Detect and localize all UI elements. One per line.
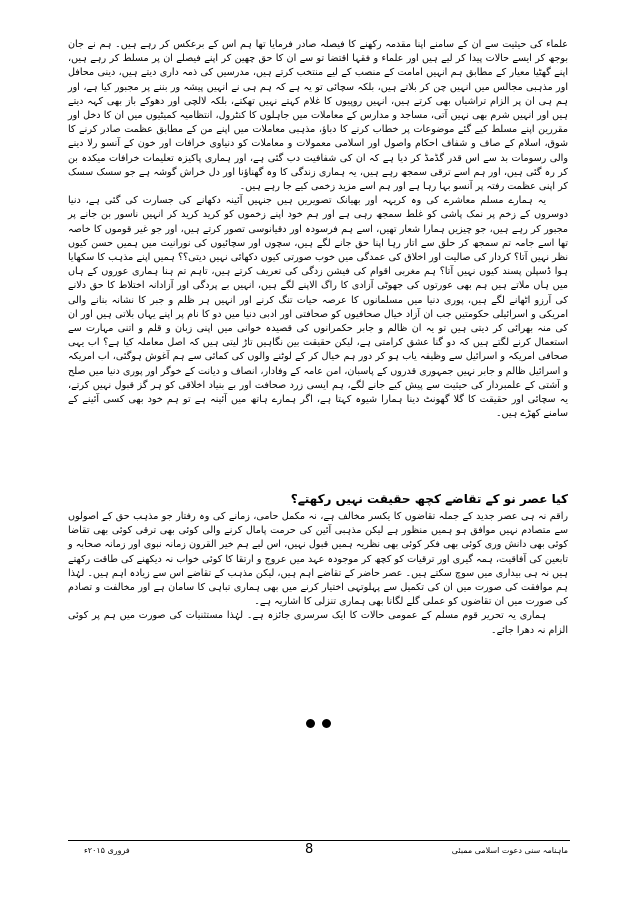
footer-divider xyxy=(68,840,570,841)
end-ornament xyxy=(292,717,346,731)
footer-journal-name: ماہنامہ سنی دعوت اسلامی ممبئی xyxy=(451,846,568,855)
section-paragraph-1: راقم نہ ہی عصر جدید کے جملہ تقاضوں کا یکسر مخالف ہے، نہ مکمل حامی، زمانے کی وہ رفتار جو مذہب حق کے اصولوں سے متصادم نہیں موافق ہو ہمیں منظور ہے لیکن مذہبی آئین کی حرمت پامال کرنے والی کوئی بھی ترقی کوئی بھی تقاضا کوئی بھی دانش وری کوئی بھی فکر کوئی بھی نظریہ ہمیں قبول نہیں، اس لیے ہم خیر القرون زمانہ نبوی اور زمانہ صحابہ و تابعین کی آفاقیت، ہمہ گیری اور ترقیات کو کچھ کر موجودہ عہد میں عروج و ارتقا کا کوئی خواب نہ دیکھنے کی طاقت رکھتے ہیں نہ ہی بیداری میں سوچ سکتے ہیں۔ عصر حاضر کے تقاضے اہم ہیں، لیکن مذہب کے تقاضے اس سے زیادہ اہم ہیں۔ لہٰذا ہم موافقت کی صورت میں ان کی تکمیل سے پہلوتہی اختیار کرنے میں بھی ہماری تباہی کا سامان ہے اور مخالفت و تصادم کی صورت میں ان تقاضوں کو عملی گلے لگانا بھی ہماری تنزلی کا اشاریہ ہے۔ xyxy=(68,511,568,608)
article-body xyxy=(68,38,568,421)
body-paragraph-1: علماء کی حیثیت سے ان کے سامنے اپنا مقدمہ رکھنے کا فیصلہ صادر فرمایا تھا ہم اس کے برعکس کر رہے ہیں۔ ہم نے جان بوجھ کر ایسے حالات پیدا کر لیے ہیں اور علماء و فقہا اقتضا تو سے ان کا حق چھین کر اپنے فیصلے ان پر مسلط کر رہے ہیں، اپنے گھٹیا معیار کے مطابق ہم انہیں امامت کے منصب کے لیے منتخب کرتے ہیں، مدرسیں کی ذمہ داری دیتے ہیں، دینی محافل اور مذہبی مجالس میں انہیں چن کر بلاتے ہیں، بلکہ سچائی تو یہ ہے کہ ہم ہی نے انہیں پیشہ ور بننے پر مجبور کیا ہے، اور ہم ہی ان پر الزام تراشیاں بھی کرتے ہیں، انہیں روپیوں کا غلام کہتے نہیں تھکتے، بلکہ لالچی اور دھوکے باز بھی کہہ دیتے ہیں اور انہیں شرم بھی نہیں آتی، مساجد و مدارس کے معاملات میں جاہلوں کا کنٹرول، انتظامیہ کمیٹیوں میں ان کا دخل اور مقررین اپنے مسلط کیے گئے موضوعات پر خطاب کرنے کا دباؤ، مذہبی معاملات میں اپنے من کے مطابق عظمت صادر کرنے کا شوق، اسلام کے صاف و شفاف احکام واصول اور اسلامی معمولات و معاملات کو دنیاوی خرافات اور خون کے آنسو رلا دینے والی رسومات بد سے اس قدر گڈمڈ کر دیا ہے کہ ان کی شفافیت دب گئی ہے، اور ہماری پاکیزہ تعلیمات خرافات میکدہ بن کر رہ گئی ہیں، اور ہم اسے ترقی سمجھ رہے ہیں، یہ ہماری زندگی کا وہ گھناؤنا اور دل خراش گوشہ ہے جو سسک سسک کر اپنی عظمت رفتہ پر آنسو بہا رہا ہے اور ہم اسے مزید زخمی کیے جا رہے ہیں۔ xyxy=(68,39,568,193)
section-body xyxy=(68,510,568,638)
section-paragraph-2: ہماری یہ تحریر قوم مسلم کے عمومی حالات کا ایک سرسری جائزہ ہے۔ لہٰذا مستثنیات کی صورت میں ہم پر کوئی الزام نہ دھرا جائے۔ xyxy=(68,610,568,636)
footer-issue-date: فروری ۲۰۱۵ء xyxy=(84,846,130,855)
page-number: 8 xyxy=(305,842,314,857)
ornament-dot xyxy=(322,719,331,728)
section-heading: کیا عصر نو کے تقاضے کچھ حقیقت نہیں رکھتے؟ xyxy=(290,492,568,506)
ornament-dot xyxy=(306,719,315,728)
body-paragraph-2: یہ ہمارے مسلم معاشرے کی وہ کریہہ اور بھیانک تصویریں ہیں جنہیں آئینہ دکھانے کی جسارت کی گئی ہے، دنیا دوسروں کے زخم پر نمک پاشی کو غلط سمجھ رہی ہے اور ہم خود اپنے زخموں کو کرید کرید کر انہیں ناسور بن جانے پر مجبور کر رہے ہیں، جو چیزیں ہمارا شعار تھیں، اسے ہم فرسودہ اور دقیانوسی تصور کرتے ہیں، اور جو غیر قوموں کا خاصہ تھا اسے جامہ تم سمجھ کر حلق سے اتار رہا اپنا حق جانے لگے ہیں، سچوں اور سچائیوں کی نورانیت میں ہمیں حسن کیوں نظر نہیں آتا؟ کردار کی صالیت اور اخلاق کی عمدگی میں خوب صورتی کیوں دکھائی نہیں دیتی؟؟ ہمیں اپنے مذہب کا سکھایا ہوا ڈسپلن پسند کیوں نہیں آتا؟ ہم مغربی اقوام کی فیشن زدگی کی تعریف کرتے ہیں، تاہم تم ہنا ہماری عوروں کے ہاں میں ہاں ملاتے ہیں ہم بھی عورتوں کی جھوٹی آزادی کا راگ الاپنے لگے ہیں، انہیں بے پردگی اور آزادانہ اختلاط کا حق دلانے کی آرزو اٹھانے لگے ہیں، پوری دنیا میں مسلمانوں کا عرصہ حیات تنگ کرنے اور انہیں ہر ظلم و جبر کا نشانہ بنانے والی امریکی و اسرائیلی حکومتیں جب ان آزاد خیال صحافیوں کو صحافتی اور ادبی دنیا میں دو کا نام پر اپنے یہاں بلاتی ہیں اور ان کی منہ بھرائی کر دیتی ہیں تو یہ ان ظالم و جابر حکمرانوں کی قصیدہ خوانی میں اپنی زبان و قلم و اتنی مہارت سے استعمال کرنے لگتے ہیں کہ دو گنا عشق کرامتی ہے، لیکن حقیقت بین نگاہیں تاڑ لیتی ہیں کہ اصل معاملہ کیا ہے؟ اب یہی صحافی امریکہ و اسرائیل سے وظیفہ یاب ہو کر دور ہم خیال کر کے لوٹنے والوں کی کمائی سے ہم آغوش ہوگئی، اب امریکہ و اسرائیل ظالم و جابر نہیں جمہوری قدروں کے پاسبان، امن عامہ کے وفادار، انصاف و دیانت کے خوگر اور پوری دنیا میں صلح و آشتی کے علمبردار کی حیثیت سے پیش کیے جانے لگے، ہم ایسی زرد صحافت اور بے بنیاد اخلاقی کو ہر گز قبول نہیں کرتے، یہ سچائی اور حقیقت کا گلا گھونٹ دینا ہمارا شیوہ کہتا ہے، اگر ہمارے ہاتھ میں آئینہ ہے تو ہم خود بھی کسی آئینے کے سامنے کھڑے ہیں۔ xyxy=(68,195,568,420)
